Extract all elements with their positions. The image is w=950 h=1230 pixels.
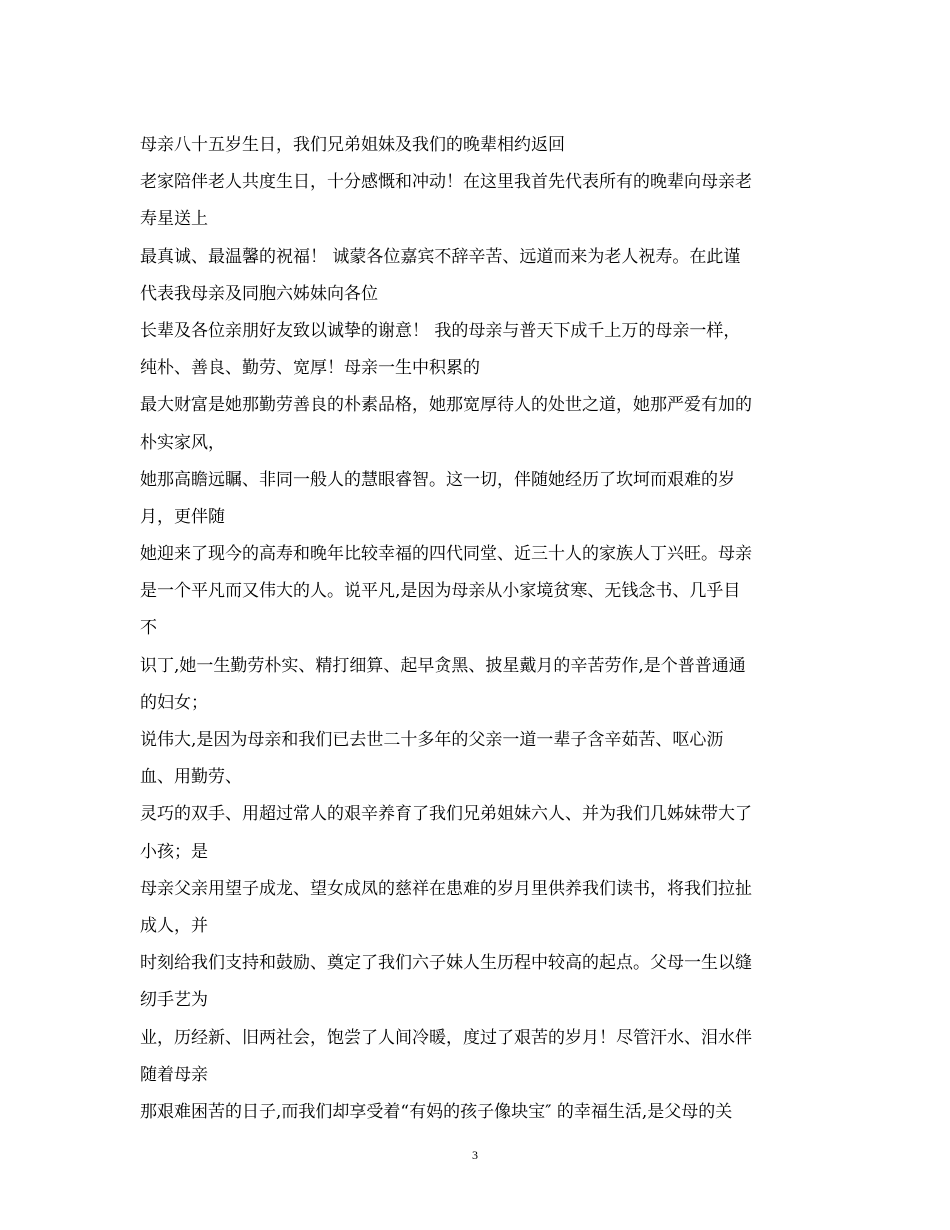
page-number: 3 bbox=[472, 1148, 478, 1162]
text-line: 是一个平凡而又伟大的人。说平凡,是因为母亲从小家境贫寒、无钱念书、几乎目 bbox=[140, 581, 741, 602]
text-line: 最大财富是她那勤劳善良的朴素品格，她那宽厚待人的处世之道，她那严爱有加的 bbox=[140, 395, 752, 416]
text-line: 的妇女； bbox=[140, 692, 208, 713]
text-line: 朴实家风， bbox=[140, 432, 225, 453]
text-line: 时刻给我们支持和鼓励、奠定了我们六子妹人生历程中较高的起点。父母一生以缝 bbox=[140, 953, 752, 974]
text-line: 她那高瞻远瞩、非同一般人的慧眼睿智。这一切，伴随她经历了坎坷而艰难的岁 bbox=[140, 469, 735, 490]
text-line: 寿星送上 bbox=[140, 209, 208, 230]
text-line: 纫手艺为 bbox=[140, 990, 208, 1011]
text-line: 那艰难困苦的日子,而我们却享受着“有妈的孩子像块宝″ 的幸福生活,是父母的关 bbox=[140, 1101, 733, 1122]
text-line: 说伟大,是因为母亲和我们已去世二十多年的父亲一道一辈子含辛茹苦、呕心沥 bbox=[140, 730, 724, 750]
text-line: 血、用勤劳、 bbox=[140, 767, 242, 788]
text-line: 她迎来了现今的高寿和晚年比较幸福的四代同堂、近三十人的家族人丁兴旺。母亲 bbox=[140, 544, 752, 565]
text-line: 灵巧的双手、用超过常人的艰辛养育了我们兄弟姐妹六人、并为我们几姊妹带大了 bbox=[140, 804, 752, 825]
text-line: 母亲八十五岁生日，我们兄弟姐妹及我们的晚辈相约返回 bbox=[140, 135, 565, 155]
text-line: 月，更伴随 bbox=[140, 506, 225, 527]
text-line: 长辈及各位亲朋好友致以诚挚的谢意！ 我的母亲与普天下成千上万的母亲一样， bbox=[140, 320, 741, 341]
text-line: 老家陪伴老人共度生日，十分感慨和冲动！在这里我首先代表所有的晚辈向母亲老 bbox=[140, 172, 752, 193]
text-line: 识丁,她一生勤劳朴实、精打细算、起早贪黑、披星戴月的辛苦劳作,是个普普通通 bbox=[140, 655, 746, 676]
text-line: 成人，并 bbox=[140, 915, 208, 936]
text-line: 最真诚、最温馨的祝福！ 诚蒙各位嘉宾不辞辛苦、远道而来为老人祝寿。在此谨 bbox=[140, 246, 741, 267]
text-line: 母亲父亲用望子成龙、望女成凤的慈祥在患难的岁月里供养我们读书，将我们拉扯 bbox=[140, 878, 752, 899]
text-line: 纯朴、善良、勤劳、宽厚！母亲一生中积累的 bbox=[140, 358, 480, 379]
text-line: 代表我母亲及同胞六姊妹向各位 bbox=[140, 283, 378, 304]
text-line: 随着母亲 bbox=[140, 1064, 208, 1085]
text-line: 小孩；是 bbox=[140, 841, 208, 862]
body-text bbox=[140, 127, 820, 1131]
text-line: 业，历经新、旧两社会，饱尝了人间冷暖，度过了艰苦的岁月！尽管汗水、泪水伴 bbox=[140, 1027, 752, 1048]
text-line: 不 bbox=[140, 618, 157, 639]
